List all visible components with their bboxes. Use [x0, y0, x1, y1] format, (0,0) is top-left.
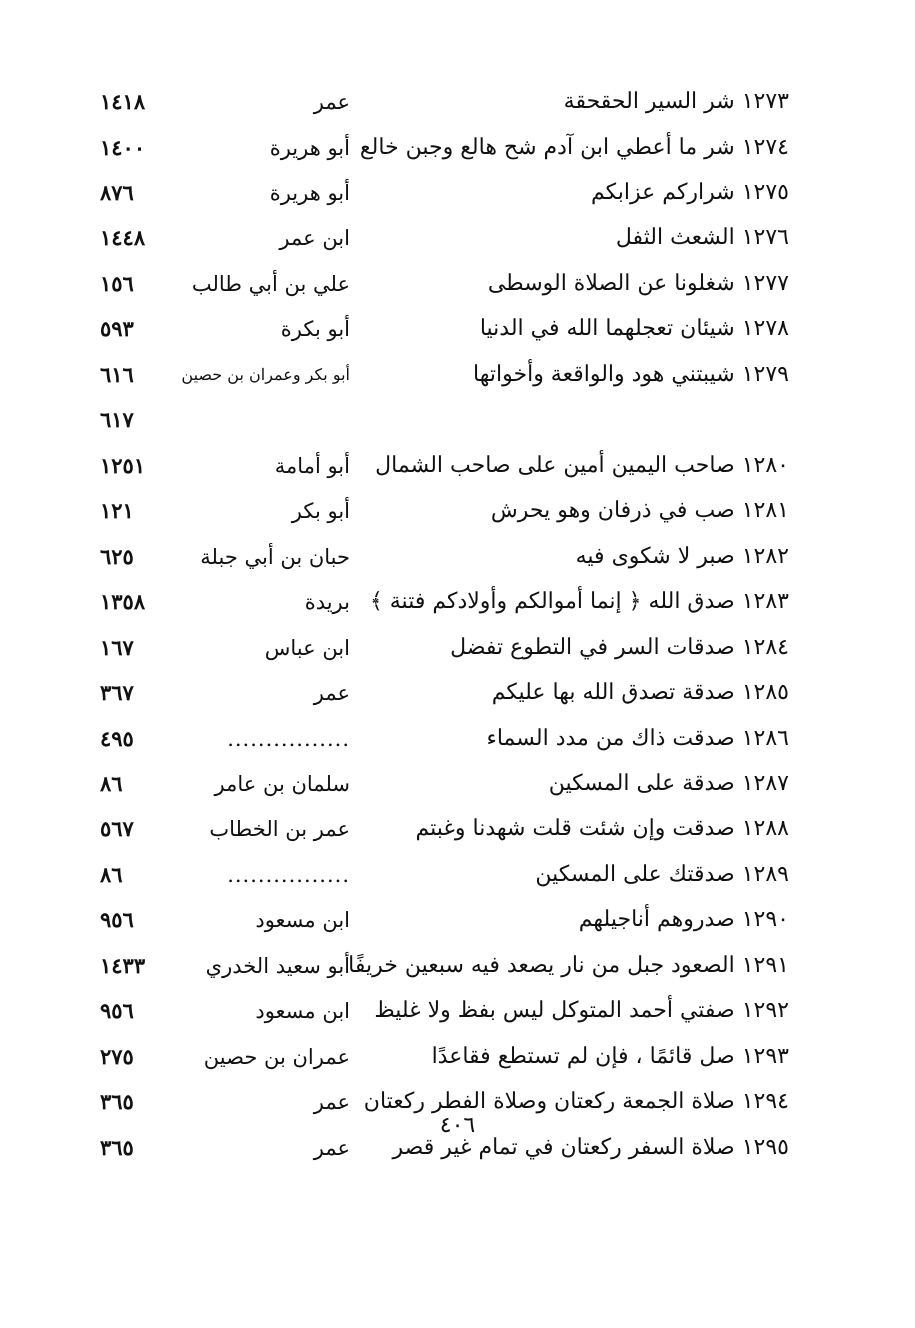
entry-text	[319, 719, 789, 759]
narrator: ابن عباس	[264, 636, 350, 660]
entry-number: ١٢٩٤	[741, 1089, 789, 1114]
narrator: أبو بكر وعمران بن حصين	[181, 365, 350, 384]
hadith-text: شيئان تعجلهما الله في الدنيا	[479, 316, 735, 341]
entry-number: ١٢٩٠	[741, 907, 789, 932]
hadith-text: الشعث الثفل	[615, 225, 735, 250]
entry-text	[319, 264, 789, 304]
entry-text	[319, 764, 789, 804]
page-reference: ٣٦٥	[100, 1089, 134, 1114]
entry-number: ١٢٨٠	[741, 453, 789, 478]
page-reference: ٢٧٥	[100, 1044, 134, 1069]
page-reference: ٦٢٥	[100, 544, 134, 569]
index-entry	[0, 355, 915, 399]
index-entry	[0, 946, 915, 990]
hadith-text: صبر لا شكوى فيه	[575, 544, 735, 569]
page-reference: ٤٩٥	[100, 726, 134, 751]
entry-number: ١٢٨٣	[741, 589, 789, 614]
entry-text	[319, 446, 789, 486]
page-reference: ١٤٣٣	[100, 953, 146, 978]
page-reference: ٣٦٧	[100, 680, 134, 705]
entry-text	[319, 128, 789, 168]
narrator: بريدة	[304, 590, 350, 614]
entry-text	[319, 946, 789, 986]
index-entry	[0, 446, 915, 490]
narrator: عمر	[313, 681, 350, 705]
hadith-text: صلاة السفر ركعتان في تمام غير قصر	[392, 1135, 735, 1160]
hadith-text: صفتي أحمد المتوكل ليس بفظ ولا غليظ	[374, 998, 735, 1023]
narrator: ابن مسعود	[255, 908, 350, 932]
index-entry	[0, 537, 915, 581]
index-entry	[0, 173, 915, 217]
index-entry	[0, 264, 915, 308]
entry-number: ١٢٨٩	[741, 862, 789, 887]
index-entry	[0, 809, 915, 853]
page-reference: ٩٥٦	[100, 998, 134, 1023]
entry-text	[319, 82, 789, 122]
hadith-text: صب في ذرفان وهو يحرش	[490, 498, 735, 523]
entry-text	[319, 673, 789, 713]
hadith-text: شراركم عزابكم	[591, 180, 735, 205]
index-entry	[0, 764, 915, 808]
hadith-text: صل قائمًا ، فإن لم تستطع فقاعدًا	[431, 1044, 735, 1069]
page-reference: ٦١٦	[100, 362, 134, 387]
entry-text	[319, 1037, 789, 1077]
narrator: أبو أمامة	[274, 454, 350, 478]
entry-number: ١٢٧٧	[741, 271, 789, 296]
entry-number: ١٢٧٥	[741, 180, 789, 205]
hadith-text: شر ما أعطي ابن آدم شح هالع وجبن خالع	[359, 135, 735, 160]
entry-text	[319, 537, 789, 577]
entry-number: ١٢٧٩	[741, 362, 789, 387]
page-reference: ١٥٦	[100, 271, 134, 296]
entry-text	[319, 855, 789, 895]
narrator: عمر	[313, 1136, 350, 1160]
narrator: أبو سعيد الخدري	[205, 954, 350, 978]
hadith-text: صاحب اليمين أمين على صاحب الشمال	[375, 453, 735, 478]
narrator: ابن مسعود	[255, 999, 350, 1023]
narrator: أبو هريرة	[269, 181, 350, 205]
entry-text	[319, 355, 789, 395]
entry-number: ١٢٩٥	[741, 1135, 789, 1160]
page-reference: ١٤١٨	[100, 89, 146, 114]
entry-number: ١٢٨٤	[741, 635, 789, 660]
index-entry	[0, 900, 915, 944]
index-entry	[0, 128, 915, 172]
page-reference: ١٤٤٨	[100, 225, 146, 250]
index-entry	[0, 855, 915, 899]
index-entry	[0, 673, 915, 717]
entry-number: ١٢٨٨	[741, 816, 789, 841]
entry-text	[319, 809, 789, 849]
page-reference: ٦١٧	[100, 407, 134, 432]
page-number: ٤٠٦	[439, 1113, 476, 1138]
narrator: أبو بكر	[291, 499, 350, 523]
hadith-text: شغلونا عن الصلاة الوسطى	[487, 271, 735, 296]
index-entry	[0, 400, 915, 444]
hadith-text: شيبتني هود والواقعة وأخواتها	[473, 362, 735, 387]
narrator: سلمان بن عامر	[214, 772, 350, 796]
narrator: عمر	[313, 1090, 350, 1114]
entry-text	[319, 628, 789, 668]
entry-number: ١٢٧٨	[741, 316, 789, 341]
entry-number: ١٢٧٤	[741, 135, 789, 160]
entry-text	[319, 491, 789, 531]
entry-number: ١٢٨٧	[741, 771, 789, 796]
narrator: أبو هريرة	[269, 136, 350, 160]
hadith-text: صدقت وإن شئت قلت شهدنا وغبتم	[415, 816, 735, 841]
hadith-text: شر السير الحقحقة	[563, 89, 735, 114]
index-entry	[0, 218, 915, 262]
hadith-text: صدق الله ﴿ إنما أموالكم وأولادكم فتنة ﴾	[369, 589, 735, 614]
entry-number: ١٢٩٣	[741, 1044, 789, 1069]
hadith-text: صدقة تصدق الله بها عليكم	[491, 680, 735, 705]
entry-number: ١٢٧٣	[741, 89, 789, 114]
page-reference: ٥٦٧	[100, 816, 134, 841]
entry-text	[319, 991, 789, 1031]
hadith-text: صدقتك على المسكين	[535, 862, 735, 887]
entry-number: ١٢٧٦	[741, 225, 789, 250]
entry-text	[319, 582, 789, 622]
narrator: علي بن أبي طالب	[191, 272, 350, 296]
hadith-text: صلاة الجمعة ركعتان وصلاة الفطر ركعتان	[363, 1089, 735, 1114]
index-entry	[0, 719, 915, 763]
index-entry	[0, 628, 915, 672]
entry-number: ١٢٨٥	[741, 680, 789, 705]
index-entry	[0, 491, 915, 535]
narrator: عمران بن حصين	[203, 1045, 350, 1069]
index-entry	[0, 582, 915, 626]
page-reference: ٨٦	[100, 862, 123, 887]
hadith-text: صدقت ذاك من مدد السماء	[486, 726, 735, 751]
index-entry	[0, 309, 915, 353]
narrator: ................	[227, 863, 350, 887]
hadith-text: صدقات السر في التطوع تفضل	[450, 635, 735, 660]
page-reference: ٥٩٣	[100, 316, 134, 341]
page-reference: ١٣٥٨	[100, 589, 146, 614]
hadith-text: صدروهم أناجيلهم	[578, 907, 735, 932]
narrator: عمر بن الخطاب	[209, 817, 350, 841]
entry-number: ١٢٨١	[741, 498, 789, 523]
page-reference: ١٤٠٠	[100, 135, 146, 160]
entry-number: ١٢٨٢	[741, 544, 789, 569]
hadith-text: الصعود جبل من نار يصعد فيه سبعين خريفًا	[348, 953, 735, 978]
page-reference: ١٦٧	[100, 635, 134, 660]
narrator: ................	[227, 727, 350, 751]
narrator: حبان بن أبي جبلة	[200, 545, 350, 569]
page-reference: ٨٧٦	[100, 180, 134, 205]
page-reference: ١٢١	[100, 498, 134, 523]
entry-text	[319, 173, 789, 213]
narrator: عمر	[313, 90, 350, 114]
entry-text	[319, 900, 789, 940]
entry-number: ١٢٩٢	[741, 998, 789, 1023]
narrator: ابن عمر	[279, 226, 350, 250]
hadith-text: صدقة على المسكين	[548, 771, 735, 796]
entry-text	[319, 309, 789, 349]
entry-number: ١٢٩١	[741, 953, 789, 978]
index-entry	[0, 991, 915, 1035]
index-entry	[0, 82, 915, 126]
page-reference: ٩٥٦	[100, 907, 134, 932]
page-reference: ٣٦٥	[100, 1135, 134, 1160]
narrator: أبو بكرة	[280, 317, 350, 341]
entry-text	[319, 218, 789, 258]
page-reference: ١٢٥١	[100, 453, 146, 478]
page-reference: ٨٦	[100, 771, 123, 796]
index-entry	[0, 1037, 915, 1081]
entry-number: ١٢٨٦	[741, 726, 789, 751]
